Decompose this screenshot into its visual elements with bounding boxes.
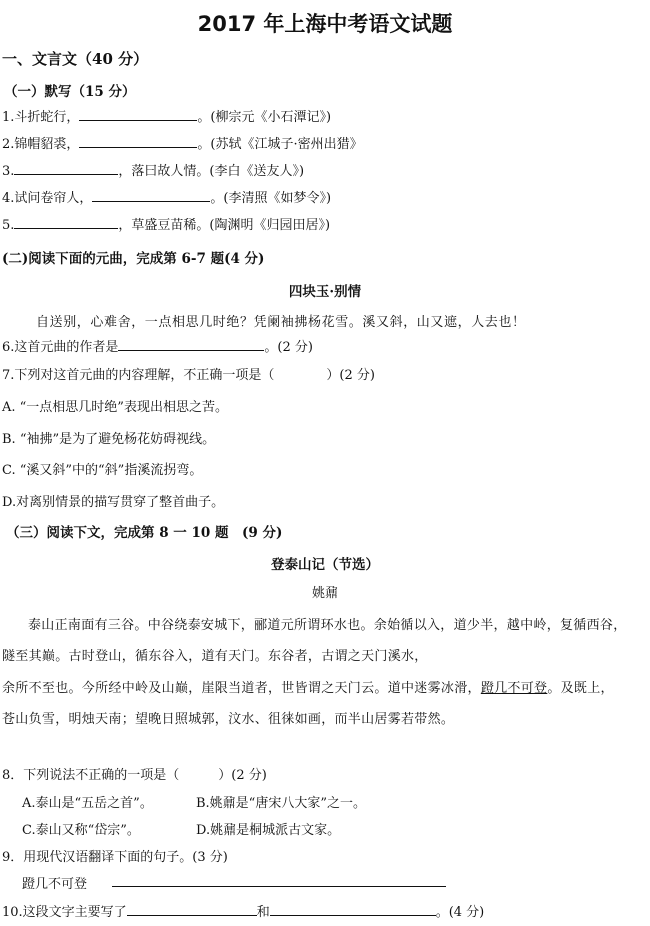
answer-blank-q10-b[interactable] xyxy=(270,903,436,916)
q9-sentence: 蹬几不可登 xyxy=(22,877,88,892)
dictation-item-2 xyxy=(2,133,363,152)
item-5-prompt: 5. xyxy=(2,218,15,233)
item-3-source: ，落曰故人情。(李白《送友人》) xyxy=(118,164,305,179)
question-7: 7.下列对这首元曲的内容理解，不正确一项是（ ）(2 分) xyxy=(2,368,375,383)
q10-prompt: 10.这段文字主要写了 xyxy=(2,905,127,920)
page-title: 2017 年上海中考语文试题 xyxy=(197,12,453,36)
dictation-item-3 xyxy=(2,160,304,179)
question-9: 9．用现代汉语翻译下面的句子。(3 分) xyxy=(2,850,228,865)
part3-heading: （三）阅读下文，完成第 8 一 10 题 (9 分) xyxy=(6,525,283,541)
answer-blank-5[interactable] xyxy=(14,216,118,229)
answer-blank-q10-a[interactable] xyxy=(127,903,257,916)
article-title: 登泰山记（节选） xyxy=(271,557,379,573)
dictation-item-1 xyxy=(2,106,331,125)
q6-prompt: 6.这首元曲的作者是 xyxy=(2,340,119,355)
item-1-source: 。(柳宗元《小石潭记》) xyxy=(197,110,332,125)
poem-text: 自送别，心难舍，一点相思几时绝？凭阑袖拂杨花雪。溪又斜，山又遮，人去也！ xyxy=(36,315,526,330)
q8-option-c: C.泰山又称“岱宗”。 xyxy=(22,823,140,838)
part1-heading: （一）默写（15 分） xyxy=(4,84,136,100)
q7-option-a: A. “一点相思几时绝”表现出相思之苦。 xyxy=(2,400,228,415)
article-line-3-tail: 。及既上， xyxy=(547,681,614,696)
answer-blank-2[interactable] xyxy=(79,135,197,148)
item-3-prompt: 3. xyxy=(2,164,15,179)
question-10 xyxy=(2,901,484,920)
q6-score: 。(2 分) xyxy=(264,340,313,355)
question-6 xyxy=(2,336,313,355)
item-5-source: ，草盛豆苗稀。(陶渊明《归园田居》) xyxy=(118,218,331,233)
article-line-3 xyxy=(2,677,614,696)
dictation-item-4 xyxy=(2,187,331,206)
article-line-4: 苍山负雪，明烛天南；望晚日照城郭，汶水、徂徕如画，而半山居雾若带然。 xyxy=(2,712,455,727)
item-1-prompt: 1.斗折蛇行， xyxy=(2,110,80,125)
q7-option-d: D.对离别情景的描写贯穿了整首曲子。 xyxy=(2,495,225,510)
article-line-2: 隧至其巅。古时登山，循东谷入，道有天门。东谷者，古谓之天门溪水， xyxy=(2,649,428,664)
q8-option-b: B.姚鼐是“唐宋八大家”之一。 xyxy=(196,796,366,811)
answer-blank-q6[interactable] xyxy=(118,338,264,351)
section-heading-classical-chinese: 一、文言文（40 分） xyxy=(2,50,149,68)
item-4-prompt: 4.试问卷帘人， xyxy=(2,191,93,206)
article-line-3-text: 余所不至也。今所经中岭及山巅，崖限当道者，世皆谓之天门云。道中迷雾冰滑， xyxy=(2,681,481,696)
q7-option-c: C. “溪又斜”中的“斜”指溪流拐弯。 xyxy=(2,463,203,478)
q10-score: 。(4 分) xyxy=(435,905,485,920)
q8-option-a: A.泰山是“五岳之首”。 xyxy=(22,796,153,811)
poem-title: 四块玉·别情 xyxy=(288,284,362,300)
answer-blank-4[interactable] xyxy=(92,189,210,202)
article-author: 姚鼐 xyxy=(311,586,338,601)
answer-blank-1[interactable] xyxy=(79,108,197,121)
article-line-1: 泰山正南面有三谷。中谷绕泰安城下，郦道元所谓环水也。余始循以入，道少半，越中岭，复循西谷， xyxy=(28,618,627,633)
underlined-phrase: 蹬几不可登 xyxy=(480,681,548,696)
item-2-prompt: 2.锦帽貂裘， xyxy=(2,137,80,152)
answer-line-q9[interactable] xyxy=(112,886,446,887)
q7-option-b: B. “袖拂”是为了避免杨花妨碍视线。 xyxy=(2,432,216,447)
item-2-source: 。(苏轼《江城子·密州出猎》 xyxy=(197,137,363,152)
question-8: 8．下列说法不正确的一项是（ ）(2 分) xyxy=(2,768,267,783)
answer-blank-3[interactable] xyxy=(14,162,118,175)
part2-heading: (二)阅读下面的元曲，完成第 6-7 题(4 分) xyxy=(2,251,265,267)
q10-connector: 和 xyxy=(256,905,270,920)
q8-option-d: D.姚鼐是桐城派古文家。 xyxy=(196,823,341,838)
dictation-item-5 xyxy=(2,214,330,233)
item-4-source: 。(李清照《如梦令》) xyxy=(210,191,332,206)
